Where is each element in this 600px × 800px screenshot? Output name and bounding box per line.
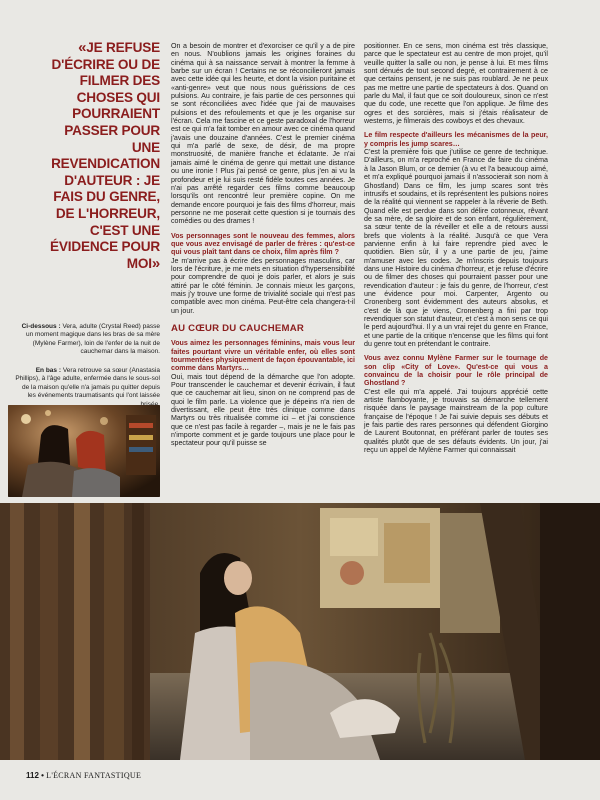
inset-photo-mother-daughter [8,405,160,497]
folio-separator: • [38,771,47,780]
pull-quote-text: JE REFUSE D'ÉCRIRE OU DE FILMER DES CHOSES QUI POURRAIENT PASSER POUR UNE REVENDICATION D'AUTEUR : JE FAIS DU GENRE, DE L'HORREUR, C'EST UNE ÉVIDENCE POUR MOI [50,40,160,271]
caption-text: Vera retrouve sa sœur (Anastasia Phillips), à l'âge adulte, enfermée dans le sous-sol de la maison qu'elle n'a jamais pu quitter depuis les événements traumatisants qui l'ont laissée [15,367,160,400]
paragraph: On a besoin de montrer et d'exorciser ce qu'il y a de pire en nous. N'oublions jamais les origines foraines du cinéma qui à sa naissance servait à montrer la femme à barbe sur un écran ! Certains ne se réconcilieront jamais avec cette idée qui les heurte, et dont la vision puritaine et «anti-genre» veut que nous nous guérissions de ces pulsions. Au contraire, je fais partie de ces personnes qui se sont réconciliées avec l'idée que j'ai de mauvaises pulsions et des refoulements et que je les organise sur l'écran. Cela me fascine et ce geste paradoxal de l'horreur est ce qui m'a fait tomber en amour avec ce cinéma quand j'avais une douzaine d'années. C'est le premier cinéma qui m'a parlé de sexe, de désir, de ma propre monstruosité, de manière franche et éclatante. Je n'ai jamais aimé le cinéma de genre qui mettait une distance ou une ironie ! Plus j'ai pensé ce genre, plus j'en ai vu la profondeur et je lui suis resté fidèle toutes ces années. Je n'ai pas arrêté regarder ces films comme beaucoup lorsqu'ils ont rencontré leur première copine. On me demande encore pourquoi je fais des films d'horreur, mais personne ne me poserait cette question si je tournais des comédies ou des drames ! [171,42,355,226]
main-photo-illustration [0,503,600,760]
page-number: 112 [26,771,39,780]
page-footer [0,760,600,800]
caption-lead: Ci-dessous : [21,323,61,330]
caption-text: Vera, adulte (Crystal Reed) passe un moment magique dans les bras de sa mère (Mylène Farmer), loin de l'enfer de la nuit de cauchemar dans la maison. [25,323,160,356]
photo-caption-below [14,323,160,357]
caption-lead: En bas : [35,367,61,374]
paragraph: Je m'arrive pas à écrire des personnages masculins, car lors de l'écriture, je me mets en situation d'hypersensibilité pour comprendre de quoi je dois parler, et alors je suis attiré par le côté féminin. Je connais mieux les garçons, mais j'y trouve une forme de trivialité sociale qui n'est pas compatible avec mon cinéma. Peut-être cela changera-t-il un jour. [171,256,355,315]
folio [26,771,141,780]
interview-question: Vos personnages sont le nouveau des femmes, alors que vous avez envisagé de parler de frères : qu'est-ce qui vous plaît tant dans ce choix, film après film ? [171,231,355,257]
pull-quote-open: « [78,39,87,56]
pull-quote [38,40,160,272]
article-column-right [364,42,548,455]
pull-quote-close: » [151,254,160,272]
magazine-name: L'ÉCRAN FANTASTIQUE [46,771,142,780]
interview-question: Vous aimez les personnages féminins, mais vous leur faites pourtant vivre un véritable enfer, où elles sont tourmentées physiquement de façon épouvantable, ici comme dans Martyrs… [171,339,355,373]
paragraph: Oui, mais tout dépend de la démarche que l'on adopte. Pour transcender le cauchemar et devenir écrivain, il faut que ce cauchemar ait lieu, sinon on ne comprend pas de quoi le film parle. La violence que je dépeins n'a rien de divertissant, elle peut être très clinique comme dans Martyrs ou très ritualisée comme ici – et j'ai conscience que ce n'est pas facile à regarder –, mais je ne le fais pas n'importe comment et je garde toujours une place pour le spectateur pour qu'il puisse se [171,372,355,448]
paragraph: C'est la première fois que j'utilise ce genre de technique. D'ailleurs, on m'a reproché en France de faire du cinéma à la Jason Blum, or ce dernier (à vu et l'a beaucoup aimé, et m'a expliqué pourquoi jamais il n'associerait son nom à Ghostland) Dans ce film, les jump scares sont très intrusifs et soudains, et ils représentent les pulsions noires de la réalité qui viennent se rappeler à la rêverie de Beth. Quand elle est perdue dans son délire cotonneux, rêvant de sa mère, de sa gloire et de son enfant, régulièrement, sa sœur tente de la réveiller et elle a de retours aussi brefs que violents à la réalité. Jusqu'à ce que Vera parvienne enfin à lui faire reprendre pied avec le quotidien. Bien sûr, il y a une partie de jeu, j'aime m'amuser avec les codes. Je m'inscris depuis toujours dans une Histoire du cinéma d'horreur, et je refuse d'écrire ou de filmer des choses qui pourraient passer pour une revendication d'auteur : je fais du genre, de l'horreur, c'est une évidence pour moi. Carpenter, Argento ou Cronenberg sont évidemment des auteurs absolus, et c'est de là que je viens, Cronenberg a fini par trop revendiquer son statut d'auteur, et c'est à mon sens ce qui le perd aujourd'hui. Il y a un vrai rejet du genre en France, et une partie de la critique n'encense que les films qui font du genre tout en prétendant le contraire. [364,148,548,349]
interview-question: Le film respecte d'ailleurs les mécanismes de la peur, y compris les jump scares… [364,131,548,148]
inset-photo-illustration [8,405,160,497]
paragraph: C'est elle qui m'a appelé. J'ai toujours apprécié cette artiste flamboyante, je trouvais sa démarche tellement risquée dans le paysage mainstream de la pop culture française de l'époque ! Je l'ai suivie depuis ses débuts et je fais partie des rares personnes qui défendent Giorgino de Laurent Boutonnat, en préférant parler de toutes ses qualités plutôt que de ses défauts évidents. Un jour, j'ai reçu un appel de Mylène Farmer qui connaissait [364,387,548,455]
photo-caption-bottom [14,367,160,409]
section-subheading: AU CŒUR DU CAUCHEMAR [171,323,304,334]
article-column-left [171,42,355,448]
paragraph: positionner. En ce sens, mon cinéma est très classique, parce que le spectateur est au centre de mon projet, qu'il veuille quitter la salle ou non, je pense à lui. Et mes films sont dénués de tout second degré, et contrairement à ce que certains pensent, je ne suis pas roublard. Je ne peux pas me mettre une partie de spectateurs à dos. Quand on parle du Mal, il faut que ce soit douloureux, sinon ce n'est que du code, une recette que l'on applique. Je filme des ogres et des sorcières, mais si j'étais réalisateur de westerns, je filmerais des cowboys et des chevaux. [364,42,548,126]
interview-question: Vous avez connu Mylène Farmer sur le tournage de son clip «City of Love». Qu'est-ce qui vous a convaincu de la choisir pour le rôle principal de Ghostland ? [364,354,548,388]
main-photo-basement-scene [0,503,600,760]
